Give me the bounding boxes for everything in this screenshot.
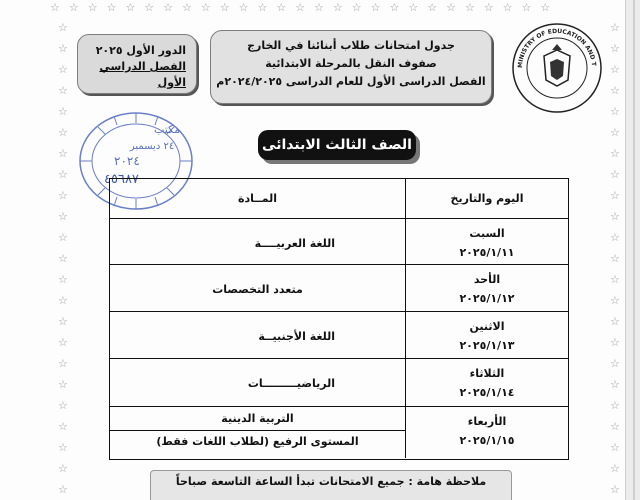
header-subject: المــادة (110, 179, 406, 218)
subject-text: متعدد التخصصات (212, 283, 303, 296)
title-box (210, 30, 492, 104)
stamp-line-4: ٤٥٦٨٧ (104, 172, 139, 187)
day-cell (406, 312, 568, 358)
day-name: الأحد (473, 273, 501, 286)
day-name: السبت (469, 227, 505, 240)
table-row (110, 265, 568, 312)
table-row (110, 312, 568, 359)
semester-label: الفصل الدراسي الأول (99, 60, 186, 89)
stamp-line-1: مكتب (154, 123, 181, 136)
subject-cell (110, 359, 406, 406)
day-name: الاثنين (469, 320, 505, 333)
stamp-line-3: ٢٠٢٤ (114, 154, 140, 168)
table-row (110, 359, 568, 407)
day-date: ٢٠٢٥/١/١٤ (459, 386, 515, 399)
subject-cell (110, 265, 406, 311)
subject-text: اللغة العربيــــة (254, 237, 335, 250)
star-border-top: ☆☆☆☆☆☆☆☆☆☆☆☆☆☆☆☆☆☆☆☆☆☆☆☆☆☆☆ (50, 1, 560, 14)
subject-text: الرياضيـــــــــات (247, 377, 335, 390)
subject-cell (110, 219, 406, 264)
exam-schedule-table (109, 178, 569, 460)
day-name: الأربعاء (467, 415, 507, 428)
day-date: ٢٠٢٥/١/١٢ (459, 292, 515, 305)
subject-cell (110, 407, 406, 458)
day-date: ٢٠٢٥/١/١١ (459, 246, 515, 259)
title-line-1: جدول امتحانات طلاب أبنائنا في الخارج (247, 39, 455, 52)
day-name: الثلاثاء (469, 367, 505, 380)
logo-text: MINISTRY OF EDUCATION AND T (516, 27, 597, 69)
ministry-logo (510, 20, 604, 116)
day-cell (406, 359, 568, 406)
table-row (110, 219, 568, 265)
day-cell (406, 265, 568, 311)
day-date: ٢٠٢٥/١/١٣ (459, 339, 515, 352)
important-note: ملاحظة هامة : جميع الامتحانات تبدأ الساعة التاسعة صباحاً (150, 470, 512, 500)
subject-cell (110, 312, 406, 358)
grade-banner: الصف الثالث الابتدائى (258, 130, 416, 160)
round-label: الدور الأول ٢٠٢٥ (95, 44, 186, 57)
day-date: ٢٠٢٥/١/١٥ (459, 434, 515, 447)
header-day-date: اليوم والتاريخ (450, 192, 524, 205)
title-line-3: الفصل الدراسى الأول للعام الدراسى ٢٠٢٤/٢٠٢٥م (216, 75, 486, 88)
star-border-right: ☆ ☆ ☆ ☆ ☆ ☆ ☆ ☆ ☆ ☆ ☆ ☆ ☆ ☆ ☆ ☆ ☆ ☆ ☆ ☆ ☆ ☆ ☆ (610, 21, 620, 496)
subject-text: اللغة الأجنبيــة (258, 330, 335, 343)
subject-text: التربية الدينية (110, 407, 405, 431)
title-line-2: صفوف النقل بالمرحلة الابتدائية (265, 57, 437, 70)
subject-text-secondary: المستوى الرفيع (لطلاب اللغات فقط) (156, 435, 359, 448)
table-header-row (110, 179, 568, 219)
round-box (77, 34, 197, 94)
page-edge-line (633, 0, 635, 500)
day-cell (406, 407, 568, 458)
table-row (110, 407, 568, 458)
day-cell (406, 219, 568, 264)
stamp-line-2: ٢٤ ديسمبر (129, 141, 175, 152)
star-border-left: ☆ ☆ ☆ ☆ ☆ ☆ ☆ ☆ ☆ ☆ ☆ ☆ ☆ ☆ ☆ ☆ ☆ ☆ ☆ ☆ ☆ ☆ ☆ (58, 21, 68, 496)
